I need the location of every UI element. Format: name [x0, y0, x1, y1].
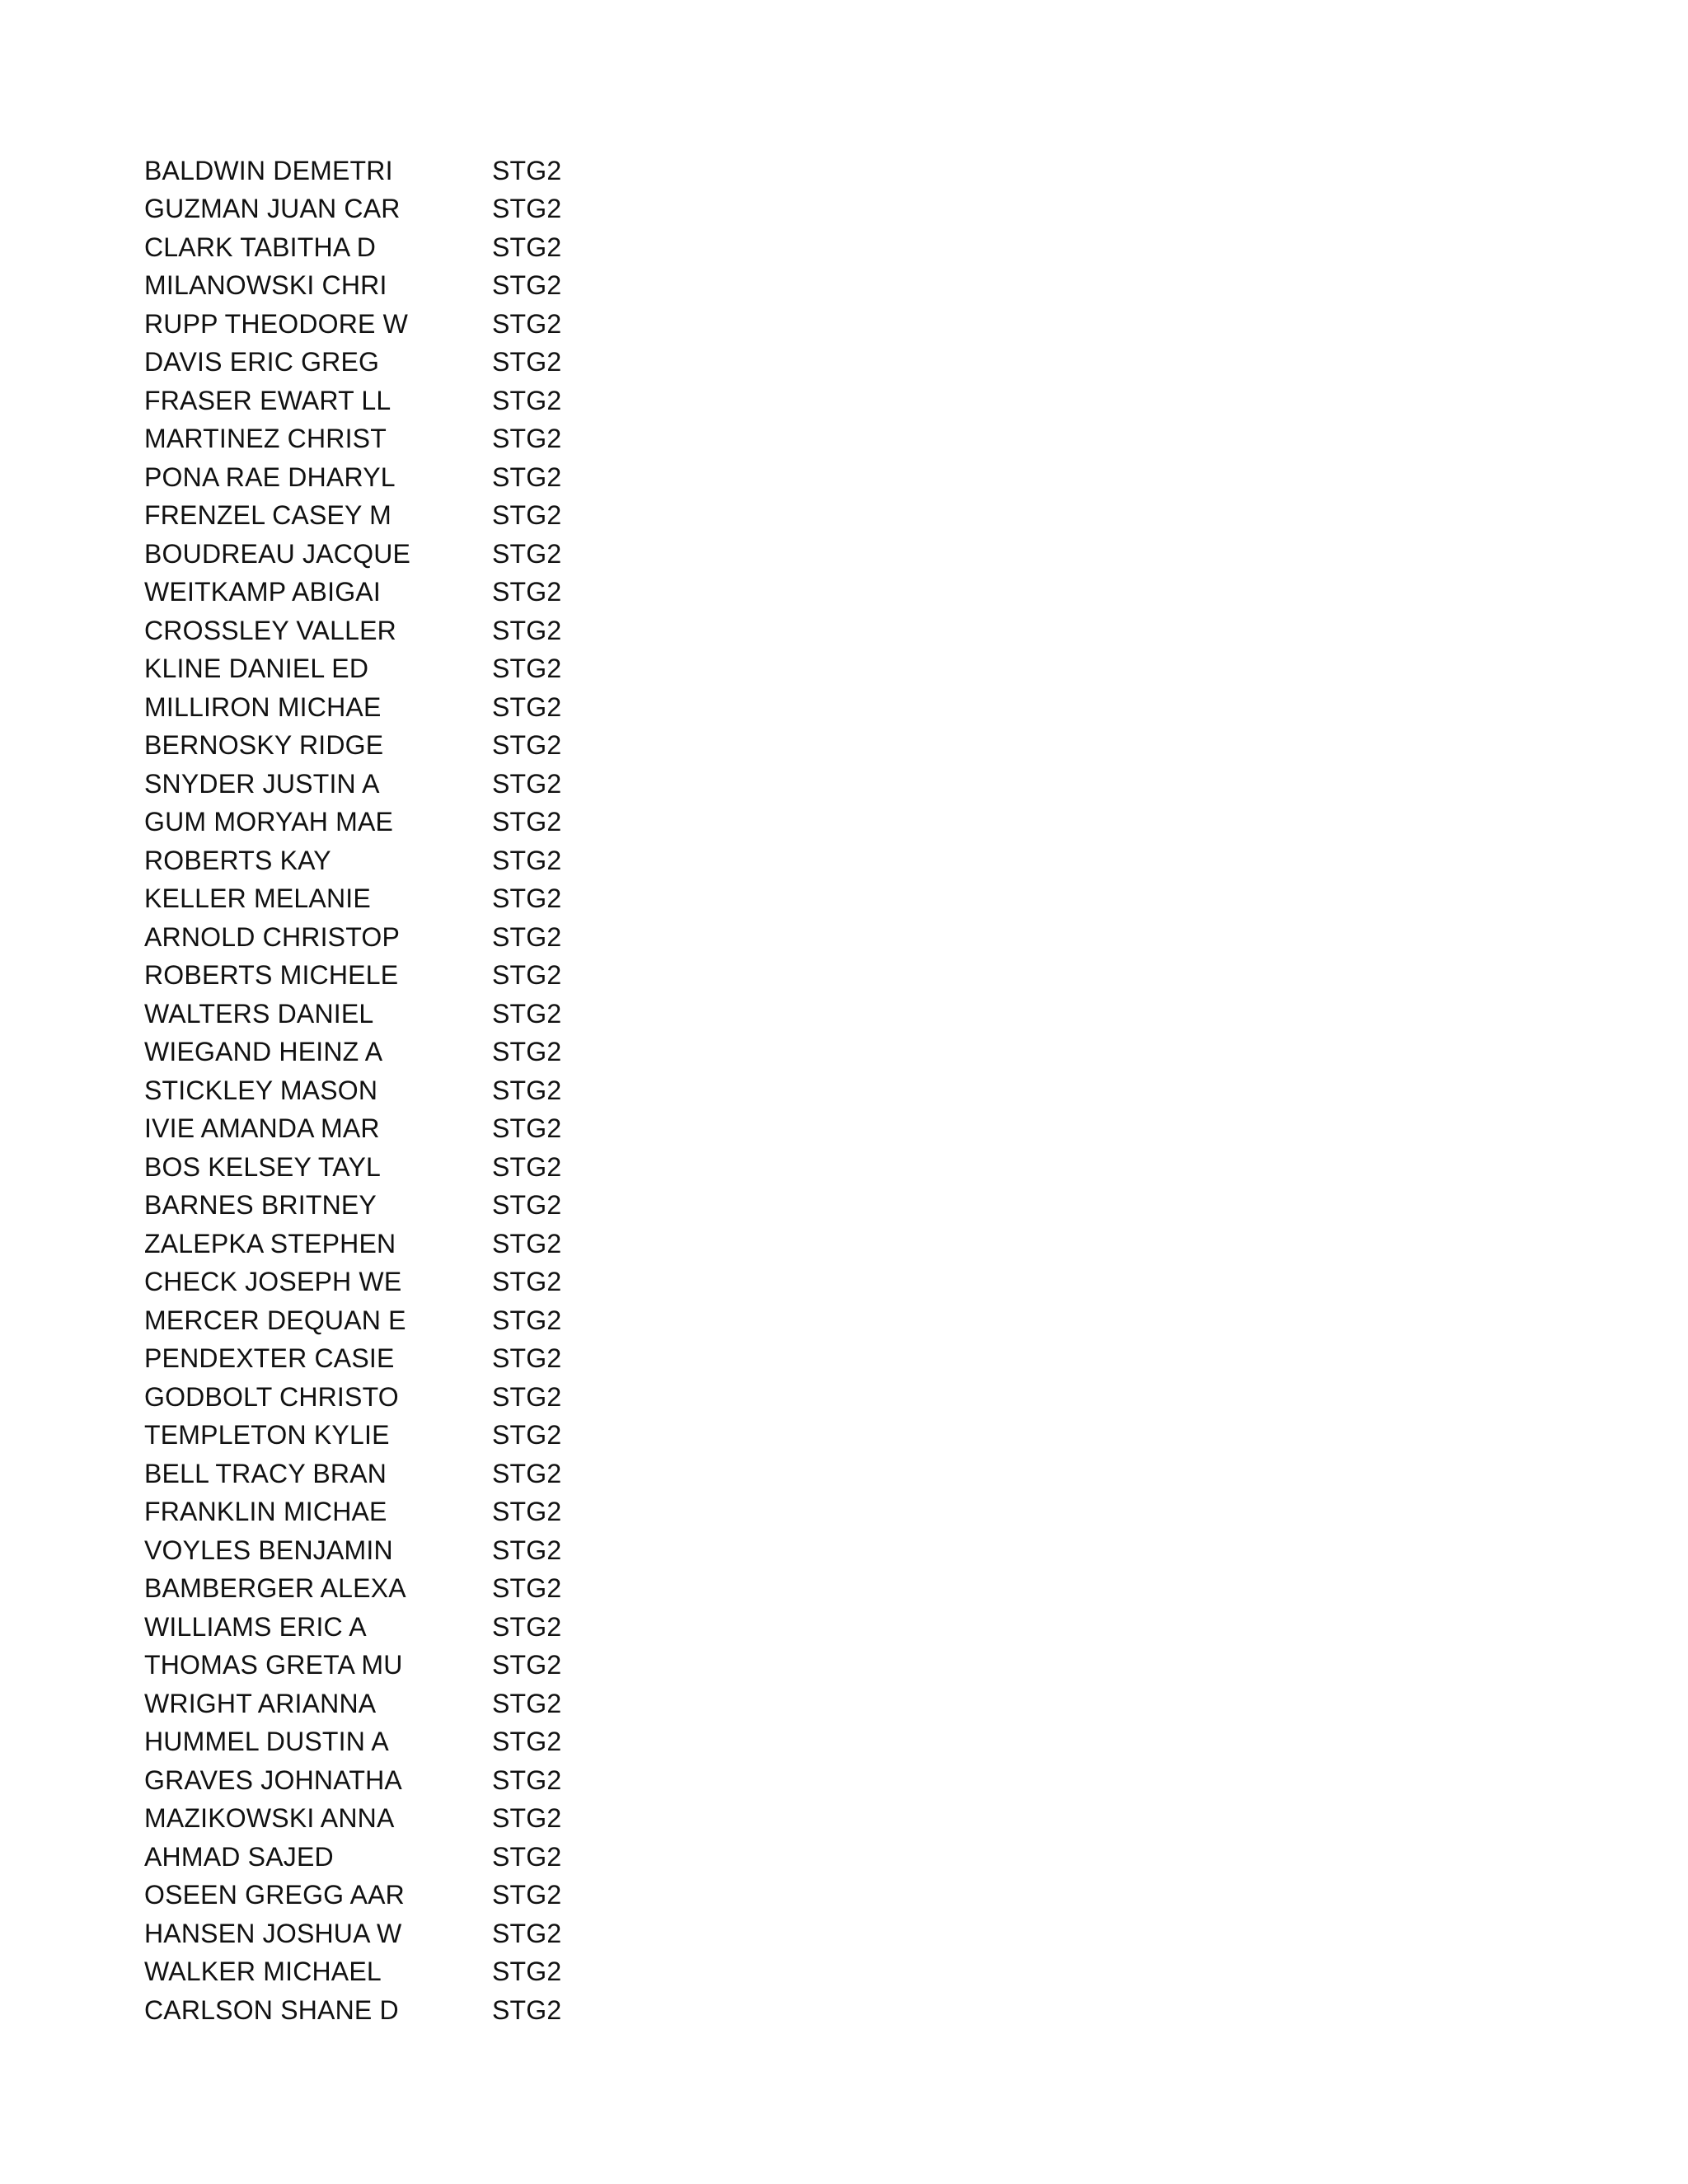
roster-row [144, 190, 561, 229]
stage-code: STG2 [492, 1381, 562, 1412]
roster-row [144, 727, 561, 766]
roster-row [144, 1723, 561, 1762]
roster-row [144, 458, 561, 497]
person-name: BOS KELSEY TAYL [144, 1151, 381, 1182]
person-name: AHMAD SAJED [144, 1841, 334, 1872]
roster-row [144, 1148, 561, 1187]
roster-row [144, 497, 561, 536]
stage-code: STG2 [492, 1535, 562, 1565]
person-name: TEMPLETON KYLIE [144, 1420, 390, 1451]
person-name: WALTERS DANIEL [144, 998, 374, 1029]
roster-row [144, 305, 561, 344]
stage-code: STG2 [492, 1957, 562, 1987]
roster-row [144, 1187, 561, 1226]
stage-code: STG2 [492, 1075, 562, 1105]
person-name: MAZIKOWSKI ANNA [144, 1803, 395, 1834]
stage-code: STG2 [492, 1611, 562, 1642]
roster-row [144, 1493, 561, 1532]
person-name: CROSSLEY VALLER [144, 615, 396, 645]
stage-code: STG2 [492, 1880, 562, 1910]
stage-code: STG2 [492, 577, 562, 607]
person-name: STICKLEY MASON [144, 1075, 378, 1105]
stage-code: STG2 [492, 1190, 562, 1221]
roster-row [144, 1647, 561, 1685]
stage-code: STG2 [492, 1228, 562, 1258]
stage-code: STG2 [492, 691, 562, 722]
person-name: BAMBERGER ALEXA [144, 1573, 406, 1604]
stage-code: STG2 [492, 654, 562, 684]
person-name: ZALEPKA STEPHEN [144, 1228, 396, 1258]
stage-code: STG2 [492, 1037, 562, 1067]
stage-code: STG2 [492, 768, 562, 799]
person-name: WIEGAND HEINZ A [144, 1037, 383, 1067]
person-name: ROBERTS KAY [144, 845, 331, 875]
roster-row [144, 1570, 561, 1609]
roster-row [144, 267, 561, 306]
person-name: BELL TRACY BRAN [144, 1458, 387, 1488]
stage-code: STG2 [492, 462, 562, 492]
roster-row [144, 1301, 561, 1340]
roster-row [144, 1761, 561, 1800]
roster-row [144, 650, 561, 689]
roster-row [144, 1800, 561, 1839]
roster-row [144, 957, 561, 996]
person-name: FRANKLIN MICHAE [144, 1497, 387, 1527]
person-name: RUPP THEODORE W [144, 308, 409, 339]
person-name: DAVIS ERIC GREG [144, 347, 380, 377]
person-name: MERCER DEQUAN E [144, 1305, 406, 1335]
person-name: CHECK JOSEPH WE [144, 1267, 402, 1297]
stage-code: STG2 [492, 500, 562, 531]
person-name: OSEEN GREGG AAR [144, 1880, 405, 1910]
person-name: VOYLES BENJAMIN [144, 1535, 393, 1565]
roster-row [144, 1991, 561, 2030]
person-name: PONA RAE DHARYL [144, 462, 396, 492]
stage-code: STG2 [492, 1688, 562, 1718]
roster-row [144, 1033, 561, 1072]
stage-code: STG2 [492, 1113, 562, 1144]
roster-row [144, 918, 561, 957]
stage-code: STG2 [492, 1458, 562, 1488]
stage-code: STG2 [492, 845, 562, 875]
stage-code: STG2 [492, 1267, 562, 1297]
stage-code: STG2 [492, 730, 562, 761]
person-name: FRENZEL CASEY M [144, 500, 392, 531]
stage-code: STG2 [492, 921, 562, 952]
person-name: WILLIAMS ERIC A [144, 1611, 367, 1642]
person-name: MILANOWSKI CHRI [144, 270, 387, 301]
roster-row [144, 1531, 561, 1570]
stage-code: STG2 [492, 1573, 562, 1604]
stage-code: STG2 [492, 308, 562, 339]
stage-code: STG2 [492, 615, 562, 645]
stage-code: STG2 [492, 1841, 562, 1872]
roster-row [144, 612, 561, 650]
person-name: CARLSON SHANE D [144, 1994, 399, 2025]
person-name: BARNES BRITNEY [144, 1190, 377, 1221]
person-name: SNYDER JUSTIN A [144, 768, 380, 799]
roster-row [144, 344, 561, 382]
roster-row [144, 765, 561, 804]
roster-row [144, 382, 561, 420]
stage-code: STG2 [492, 1151, 562, 1182]
roster-row [144, 1110, 561, 1149]
stage-code: STG2 [492, 998, 562, 1029]
roster-row [144, 1340, 561, 1379]
roster-row [144, 688, 561, 727]
person-name: BALDWIN DEMETRI [144, 155, 393, 185]
stage-code: STG2 [492, 1420, 562, 1451]
person-name: HANSEN JOSHUA W [144, 1918, 402, 1948]
roster-row [144, 574, 561, 612]
stage-code: STG2 [492, 1765, 562, 1795]
person-name: THOMAS GRETA MU [144, 1650, 403, 1680]
roster-row [144, 1417, 561, 1455]
person-name: BERNOSKY RIDGE [144, 730, 384, 761]
stage-code: STG2 [492, 1305, 562, 1335]
stage-code: STG2 [492, 270, 562, 301]
person-name: KLINE DANIEL ED [144, 654, 369, 684]
roster-row [144, 1877, 561, 1915]
person-name: WALKER MICHAEL [144, 1957, 382, 1987]
roster-row [144, 535, 561, 574]
person-name: PENDEXTER CASIE [144, 1343, 395, 1374]
roster-row [144, 420, 561, 459]
stage-code: STG2 [492, 1650, 562, 1680]
person-name: MILLIRON MICHAE [144, 691, 382, 722]
person-name: GUZMAN JUAN CAR [144, 194, 401, 224]
person-name: HUMMEL DUSTIN A [144, 1727, 389, 1757]
person-name: BOUDREAU JACQUE [144, 538, 411, 569]
roster-row [144, 1838, 561, 1877]
roster-row [144, 1685, 561, 1723]
person-name: ROBERTS MICHELE [144, 960, 399, 991]
stage-code: STG2 [492, 1803, 562, 1834]
roster-row [144, 1455, 561, 1493]
stage-code: STG2 [492, 232, 562, 262]
roster-row [144, 1378, 561, 1417]
stage-code: STG2 [492, 807, 562, 837]
roster-row [144, 1225, 561, 1263]
stage-code: STG2 [492, 538, 562, 569]
roster-row [144, 152, 561, 190]
stage-code: STG2 [492, 960, 562, 991]
roster-row [144, 841, 561, 880]
stage-code: STG2 [492, 194, 562, 224]
stage-code: STG2 [492, 424, 562, 454]
stage-code: STG2 [492, 1918, 562, 1948]
roster-row [144, 880, 561, 919]
person-name: WRIGHT ARIANNA [144, 1688, 377, 1718]
stage-code: STG2 [492, 1497, 562, 1527]
person-name: MARTINEZ CHRIST [144, 424, 387, 454]
roster-list [144, 152, 561, 2030]
roster-row [144, 995, 561, 1033]
person-name: CLARK TABITHA D [144, 232, 376, 262]
stage-code: STG2 [492, 155, 562, 185]
stage-code: STG2 [492, 1727, 562, 1757]
stage-code: STG2 [492, 385, 562, 415]
roster-row [144, 1263, 561, 1302]
stage-code: STG2 [492, 1994, 562, 2025]
roster-row [144, 804, 561, 842]
roster-row [144, 1915, 561, 1953]
person-name: GODBOLT CHRISTO [144, 1381, 399, 1412]
person-name: KELLER MELANIE [144, 883, 371, 914]
roster-row [144, 1608, 561, 1647]
roster-row [144, 228, 561, 267]
roster-row [144, 1071, 561, 1110]
person-name: FRASER EWART LL [144, 385, 392, 415]
person-name: WEITKAMP ABIGAI [144, 577, 381, 607]
stage-code: STG2 [492, 1343, 562, 1374]
stage-code: STG2 [492, 883, 562, 914]
person-name: GRAVES JOHNATHA [144, 1765, 402, 1795]
person-name: IVIE AMANDA MAR [144, 1113, 380, 1144]
person-name: ARNOLD CHRISTOP [144, 921, 401, 952]
roster-row [144, 1953, 561, 1992]
person-name: GUM MORYAH MAE [144, 807, 394, 837]
stage-code: STG2 [492, 347, 562, 377]
